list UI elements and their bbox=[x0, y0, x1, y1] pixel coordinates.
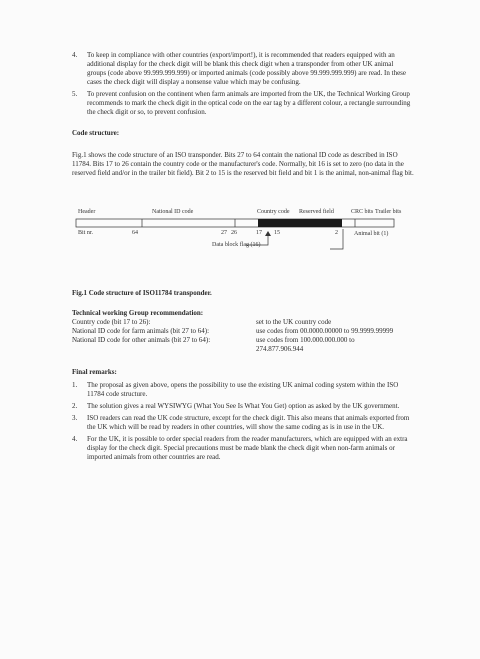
figure-caption: Fig.1 Code structure of ISO11784 transponder. bbox=[72, 289, 212, 297]
list-item-text: The solution gives a real WYSIWYG (What You See Is What You Get) option as asked by the UK government. bbox=[87, 402, 400, 410]
national-id-label: National ID code bbox=[152, 209, 194, 215]
final-remarks-list bbox=[72, 381, 417, 465]
twg-heading: Technical working Group recommendation: bbox=[72, 309, 204, 317]
list-item bbox=[72, 402, 417, 411]
bit-26: 26 bbox=[231, 230, 237, 236]
country-code-label: Country code bbox=[257, 209, 290, 215]
final-remarks-heading: Final remarks: bbox=[72, 368, 117, 376]
code-structure-paragraph: Fig.1 shows the code structure of an ISO transponder. Bits 27 to 64 contain the national ID code as described in ISO 11784. Bits 17 to 26 contain the country code or the manufacturer's code. Normally, bit 16 is set to zero (no data in the reserved field and/or in the trailer bit field). Bit 2 to 15 is the reserved bit field and bit 1 is the animal, non-animal flag bit. bbox=[72, 151, 414, 177]
twg-row-value: set to the UK country code bbox=[256, 318, 332, 326]
bit-2: 2 bbox=[335, 230, 338, 236]
crc-bits-label: CRC bits bbox=[351, 209, 374, 215]
bit-nr-label: Bit nr. bbox=[78, 230, 94, 236]
recommendation-list bbox=[72, 51, 412, 120]
list-item-text: The proposal as given above, opens the possibility to use the existing UK animal coding system within the ISO 11784 code structure. bbox=[87, 381, 399, 398]
bit-27: 27 bbox=[221, 230, 227, 236]
header-label: Header bbox=[78, 209, 96, 215]
bit-17: 17 bbox=[256, 230, 262, 236]
list-item-number: 3. bbox=[72, 414, 78, 422]
list-item-number: 2. bbox=[72, 402, 78, 410]
list-item-text: For the UK, it is possible to order special readers from the reader manufacturers, which are equipped with an extra display for the check digit. Special precautions must be made blank the check digit when non-farm animals or imported animals from other countries are read. bbox=[87, 435, 408, 461]
twg-row-value: use codes from 00.0000.00000 to 99.9999.99999 bbox=[256, 327, 394, 335]
list-item-number: 4. bbox=[72, 51, 78, 59]
data-block-flag-arrowhead bbox=[265, 231, 271, 236]
animal-bit-label: Animal bit (1) bbox=[354, 231, 389, 237]
list-item bbox=[72, 435, 417, 462]
list-item bbox=[72, 381, 417, 399]
twg-row-value: use codes from 100.000.000.000 to 274.877.906.944 bbox=[256, 336, 355, 353]
trailer-bits-label: Trailer bits bbox=[375, 209, 402, 215]
reserved-block bbox=[258, 219, 342, 227]
list-item bbox=[72, 414, 417, 432]
list-item-text: ISO readers can read the UK code structure, except for the check digit. This also means that animals exported from the UK which will be read by readers in other countries, will show the same coding as is in use in the UK. bbox=[87, 414, 410, 431]
reserved-field-label: Reserved field bbox=[299, 209, 334, 215]
code-structure-diagram bbox=[72, 203, 402, 273]
list-item bbox=[72, 51, 412, 87]
bit-15: 15 bbox=[274, 230, 280, 236]
list-item-number: 1. bbox=[72, 381, 78, 389]
list-item-text: To keep in compliance with other countries (export/import!), it is recommended that readers equipped with an additional display for the check digit will be blank this check digit when a transponder from other UK animal groups (code above 99.999.999.999) or imported animals (code possibly above 99.999.999.999) are read. In these cases the check digit will display a nonsense value which may be confusing. bbox=[87, 51, 407, 86]
list-item-number: 4. bbox=[72, 435, 78, 443]
list-item-number: 5. bbox=[72, 90, 78, 98]
twg-row-label: National ID code for farm animals (bit 27 to 64): bbox=[72, 327, 210, 335]
data-block-flag-label: Data block flag (16) bbox=[212, 242, 261, 248]
list-item bbox=[72, 90, 412, 117]
code-structure-heading: Code structure: bbox=[72, 129, 120, 137]
list-item-text: To prevent confusion on the continent when farm animals are imported from the UK, the Technical Working Group recommends to mark the check digit in the optical code on the ear tag by a different colour, a rectangle surrounding the check digit or so, to prevent confusion. bbox=[87, 90, 411, 116]
bit-64: 64 bbox=[132, 230, 138, 236]
twg-row-label: Country code (bit 17 to 26): bbox=[72, 318, 151, 326]
twg-row-label: National ID code for other animals (bit 27 to 64): bbox=[72, 336, 211, 344]
